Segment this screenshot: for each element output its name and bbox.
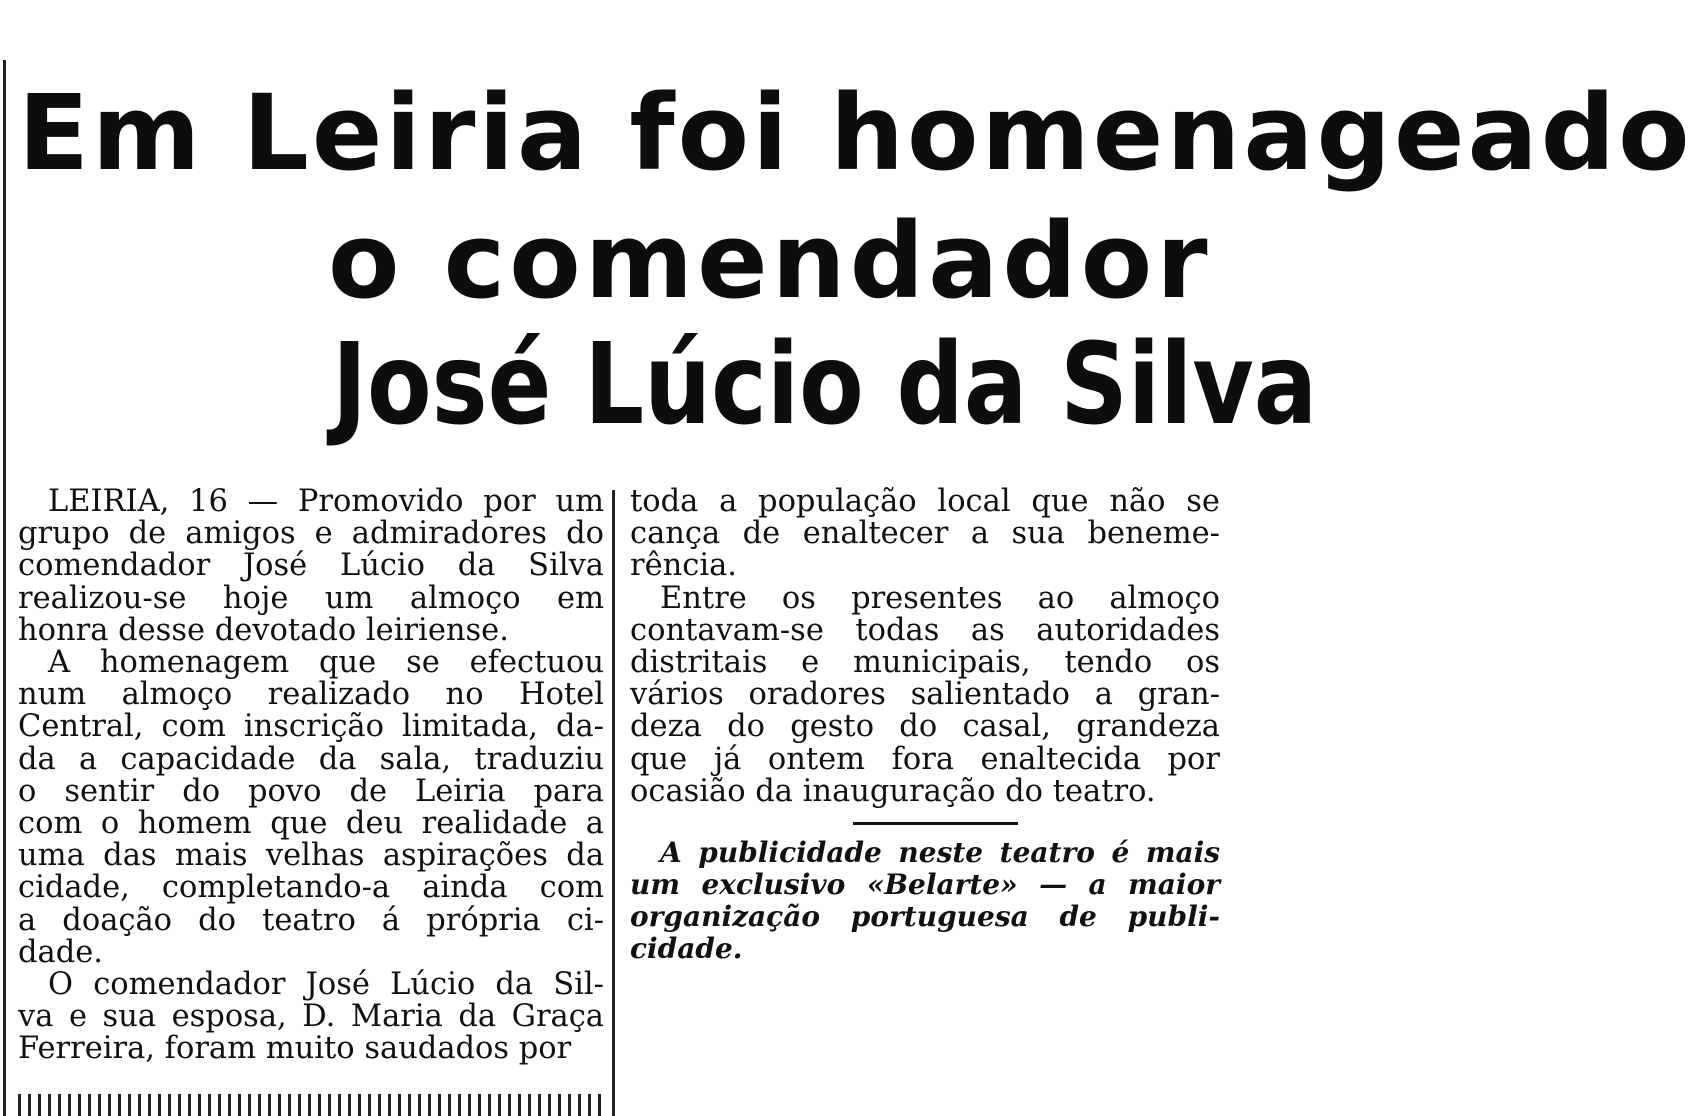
ad-text-line: cidade. bbox=[630, 932, 743, 966]
article-text-line: da a capacidade da sala, traduziu bbox=[18, 741, 604, 777]
headline bbox=[0, 0, 1693, 460]
article-text-line: dade. bbox=[18, 934, 103, 970]
article-text-line: O comendador José Lúcio da Sil- bbox=[48, 967, 604, 1003]
article-text-line: uma das mais velhas aspirações da bbox=[18, 838, 604, 874]
article-text-line: comendador José Lúcio da Silva bbox=[18, 548, 604, 584]
article-text-line: contavam-se todas as autoridades bbox=[630, 612, 1220, 648]
article-text-line: toda a população local que não se bbox=[630, 484, 1220, 519]
advertisement-note bbox=[630, 837, 1220, 965]
headline-line-2: o comendador bbox=[328, 200, 1212, 322]
article-text-line: com o homem que deu realidade a bbox=[18, 806, 604, 842]
ad-text-line: organização portuguesa de publi- bbox=[630, 900, 1220, 934]
article-text-line: deza do gesto do casal, grandeza bbox=[630, 709, 1220, 745]
ad-text-line: um exclusivo «Belarte» — a maior bbox=[630, 868, 1220, 902]
article-text-line: vários oradores salientado a gran- bbox=[630, 677, 1220, 713]
section-separator bbox=[853, 822, 1018, 825]
column-divider bbox=[612, 490, 615, 1116]
article-text-line: a doação do teatro á própria ci- bbox=[18, 902, 604, 938]
article-text-line: ocasião da inauguração do teatro. bbox=[630, 773, 1156, 809]
article-text-line: honra desse devotado leiriense. bbox=[18, 612, 509, 648]
article-text-line: num almoço realizado no Hotel bbox=[18, 677, 604, 713]
article-right-column bbox=[630, 486, 1220, 965]
article-text-line: Ferreira, foram muito saudados por bbox=[18, 1031, 572, 1067]
ad-text-line: A publicidade neste teatro é mais bbox=[660, 836, 1220, 870]
article-text-line: o sentir do povo de Leiria para bbox=[18, 773, 604, 809]
headline-line-1: Em Leiria foi homenageado bbox=[18, 72, 1693, 194]
article-text-line: realizou-se hoje um almoço em bbox=[18, 580, 604, 616]
article-text-line: Entre os presentes ao almoço bbox=[660, 580, 1220, 616]
article-text-line: LEIRIA, 16 — Promovido por um bbox=[48, 484, 604, 519]
article-text-line: Central, com inscrição limitada, da- bbox=[18, 709, 604, 745]
article-text-line: rência. bbox=[630, 548, 737, 584]
article-text-line: distritais e municipais, tendo os bbox=[630, 645, 1220, 681]
article-text-line: grupo de amigos e admiradores do bbox=[18, 516, 604, 552]
article-text-line: cidade, completando-a ainda com bbox=[18, 870, 604, 906]
headline-line-3: José Lúcio da Silva bbox=[332, 320, 1318, 450]
article-text-line: que já ontem fora enaltecida por bbox=[630, 741, 1220, 777]
article-text-line: cança de enaltecer a sua beneme- bbox=[630, 516, 1220, 552]
article-text-line: A homenagem que se efectuou bbox=[48, 645, 604, 681]
bottom-rule-pattern bbox=[18, 1094, 608, 1116]
article-left-column bbox=[18, 486, 604, 1066]
article-text-line: va e sua esposa, D. Maria da Graça bbox=[18, 999, 604, 1035]
